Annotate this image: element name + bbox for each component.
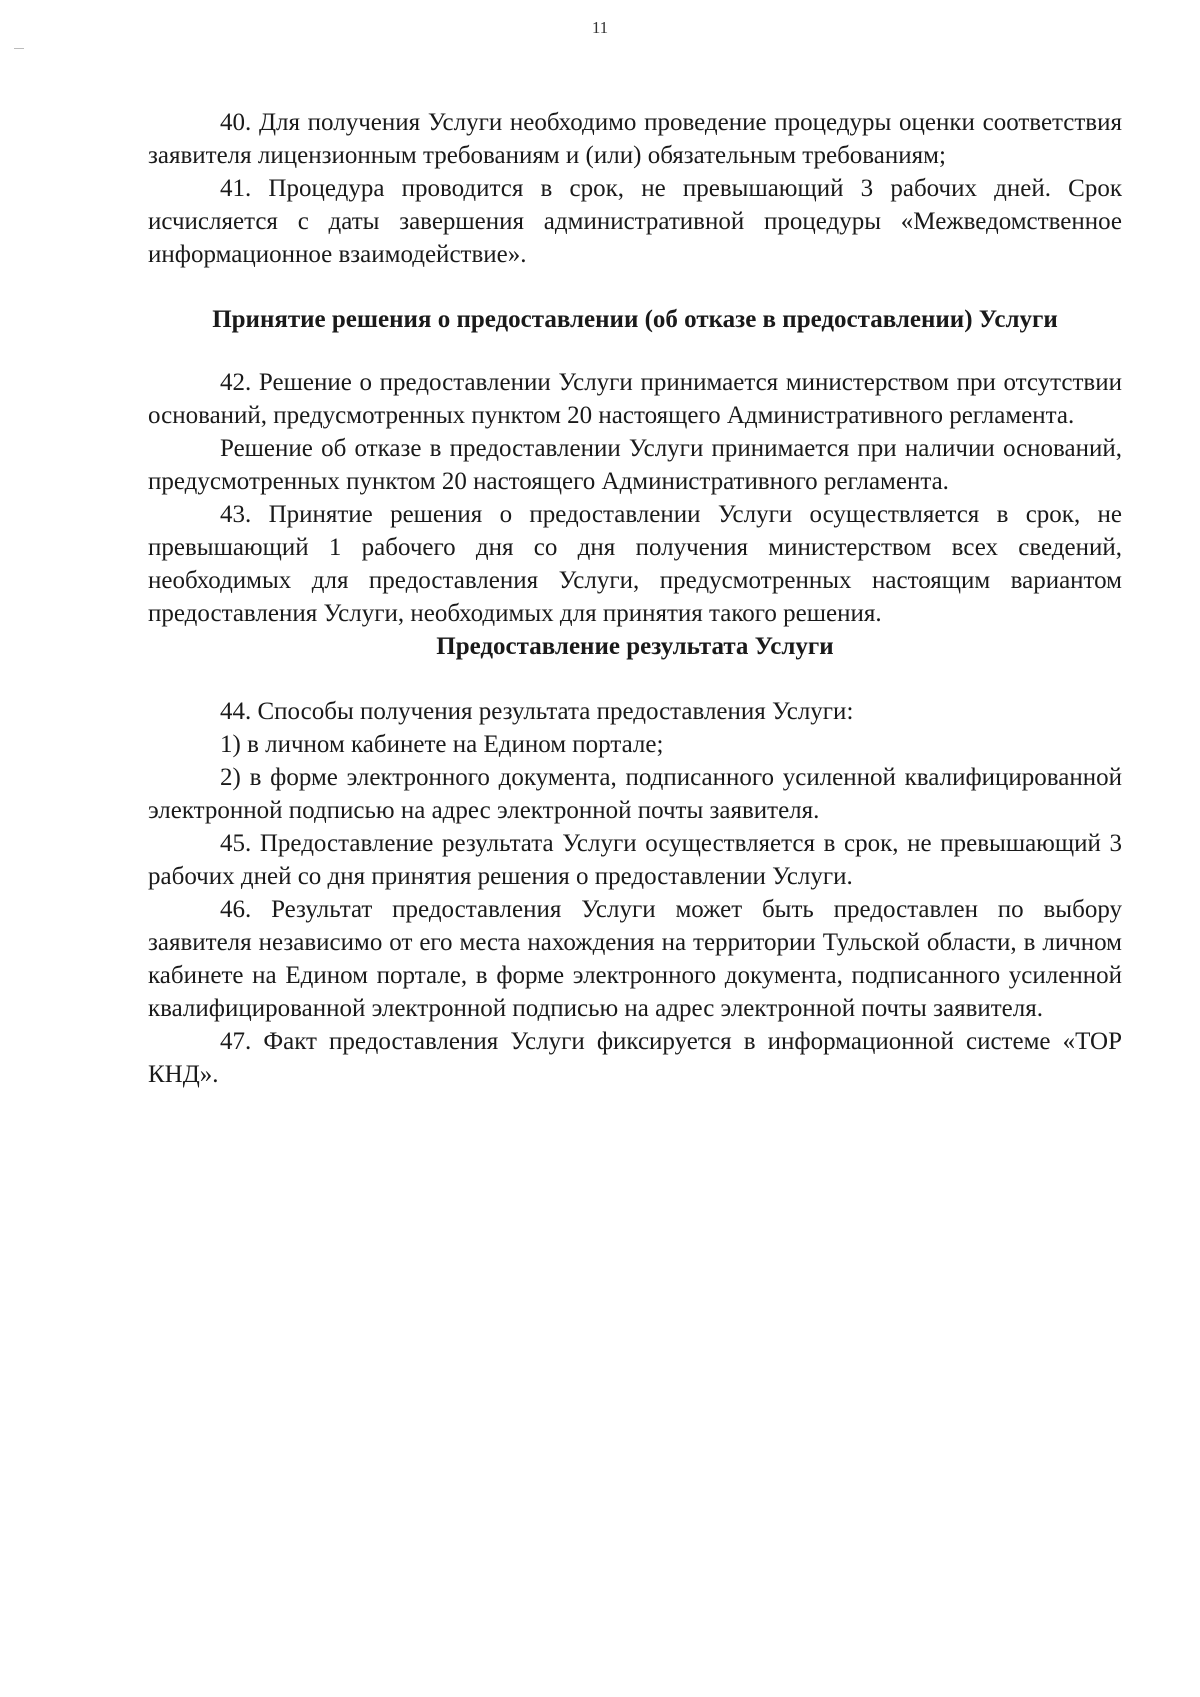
scan-artifact: [14, 48, 24, 49]
paragraph-42: 42. Решение о предоставлении Услуги принимается министерством при отсутствии оснований, предусмотренных пунктом 20 настоящего Административного регламента.: [148, 369, 1122, 429]
paragraph-43: 43. Принятие решения о предоставлении Услуги осуществляется в срок, не превышающий 1 рабочего дня со дня получения министерством всех сведений, необходимых для предоставления Услуги, предусмотренных настоящим вариантом предоставления Услуги, необходимых для принятия такого решения.: [148, 501, 1122, 627]
paragraph-40: 40. Для получения Услуги необходимо проведение процедуры оценки соответствия заявителя лицензионным требованиям и (или) обязательным требованиям;: [148, 109, 1122, 169]
paragraph-44-item-1: 1) в личном кабинете на Едином портале;: [220, 731, 664, 758]
document-body: [148, 106, 1122, 1091]
paragraph-47: 47. Факт предоставления Услуги фиксируется в информационной системе «ТОР КНД».: [148, 1028, 1122, 1088]
page-number: 11: [591, 18, 609, 37]
paragraph-44: 44. Способы получения результата предоставления Услуги:: [220, 698, 854, 725]
paragraph-42-refusal: Решение об отказе в предоставлении Услуги принимается при наличии оснований, предусмотренных пунктом 20 настоящего Административного регламента.: [148, 435, 1122, 495]
section-heading-decision: Принятие решения о предоставлении (об отказе в предоставлении) Услуги: [212, 306, 1058, 333]
paragraph-44-item-2: 2) в форме электронного документа, подписанного усиленной квалифицированной электронной подписью на адрес электронной почты заявителя.: [148, 764, 1122, 824]
paragraph-46: 46. Результат предоставления Услуги может быть предоставлен по выбору заявителя независимо от его места нахождения на территории Тульской области, в личном кабинете на Едином портале, в форме электронного документа, подписанного усиленной квалифицированной электронной подписью на адрес электронной почты заявителя.: [148, 896, 1122, 1022]
section-heading-result: Предоставление результата Услуги: [436, 633, 834, 660]
paragraph-45: 45. Предоставление результата Услуги осуществляется в срок, не превышающий 3 рабочих дней со дня принятия решения о предоставлении Услуги.: [148, 830, 1122, 890]
paragraph-41: 41. Процедура проводится в срок, не превышающий 3 рабочих дней. Срок исчисляется с даты завершения административной процедуры «Межведомственное информационное взаимодействие».: [148, 175, 1122, 268]
